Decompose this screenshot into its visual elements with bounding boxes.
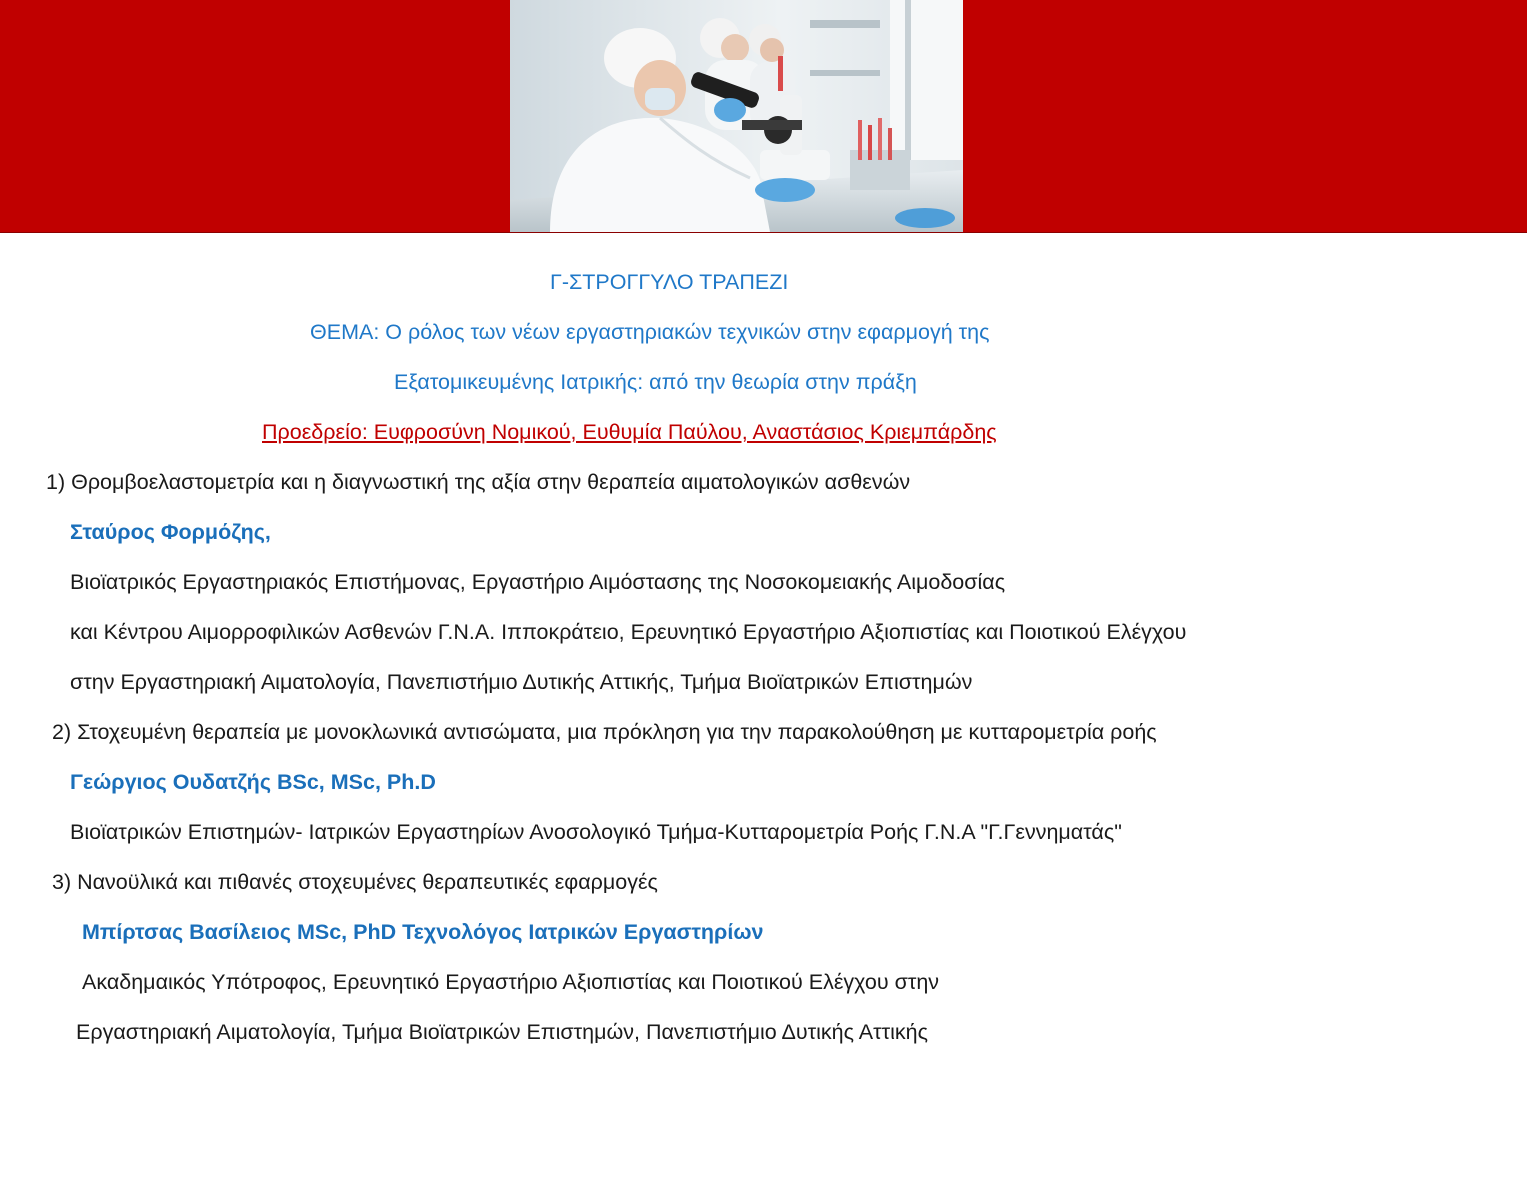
talk-2-title: 2) Στοχευμένη θεραπεία με μονοκλωνικά αντισώματα, μια πρόκληση για την παρακολούθηση με κυτταρομετρία ροής — [52, 720, 1157, 744]
talk-3-affiliation-2: Εργαστηριακή Αιματολογία, Τμήμα Βιοϊατρικών Επιστημών, Πανεπιστήμιο Δυτικής Αττικής — [76, 1020, 928, 1044]
topic-line-1: ΘΕΜΑ: Ο ρόλος των νέων εργαστηριακών τεχνικών στην εφαρμογή της — [310, 320, 990, 344]
talk-1-affiliation-2: και Κέντρου Αιμορροφιλικών Ασθενών Γ.Ν.Α. Ιπποκράτειο, Ερευνητικό Εργαστήριο Αξιοπιστίας και Ποιοτικού Ελέγχου — [70, 620, 1187, 644]
talk-1-affiliation-1: Βιοϊατρικός Εργαστηριακός Επιστήμονας, Εργαστήριο Αιμόστασης της Νοσοκομειακής Αιμοδοσίας — [70, 570, 1006, 594]
talk-3-title: 3) Νανοϋλικά και πιθανές στοχευμένες θεραπευτικές εφαρμογές — [52, 870, 658, 894]
header-banner — [0, 0, 1527, 233]
talk-2-speaker: Γεώργιος Ουδατζής BSc, MSc, Ph.D — [70, 770, 436, 794]
talk-1-speaker: Σταύρος Φορμόζης, — [70, 520, 271, 544]
topic-line-2: Εξατομικευμένης Ιατρικής: από την θεωρία στην πράξη — [394, 370, 917, 394]
talk-2-affiliation-1: Βιοϊατρικών Επιστημών- Ιατρικών Εργαστηρίων Ανοσολογικό Τμήμα-Κυτταρομετρία Ροής Γ.Ν.Α "Γ.Γεννηματάς" — [70, 820, 1122, 844]
talk-3-affiliation-1: Ακαδημαικός Υπότροφος, Ερευνητικό Εργαστήριο Αξιοπιστίας και Ποιοτικού Ελέγχου στην — [82, 970, 940, 994]
round-table-title: Γ-ΣΤΡΟΓΓΥΛΟ ΤΡΑΠΕΖΙ — [550, 270, 789, 294]
lab-photo — [510, 0, 963, 232]
chairs-line: Προεδρείο: Ευφροσύνη Νομικού, Ευθυμία Παύλου, Αναστάσιος Κριεμπάρδης — [262, 420, 997, 444]
talk-1-title: 1) Θρομβοελαστομετρία και η διαγνωστική της αξία στην θεραπεία αιματολογικών ασθενών — [46, 470, 911, 494]
talk-3-speaker: Μπίρτσας Βασίλειος MSc, PhD Τεχνολόγος Ιατρικών Εργαστηρίων — [82, 920, 764, 944]
talk-1-affiliation-3: στην Εργαστηριακή Αιματολογία, Πανεπιστήμιο Δυτικής Αττικής, Τμήμα Βιοϊατρικών Επιστημών — [70, 670, 973, 694]
